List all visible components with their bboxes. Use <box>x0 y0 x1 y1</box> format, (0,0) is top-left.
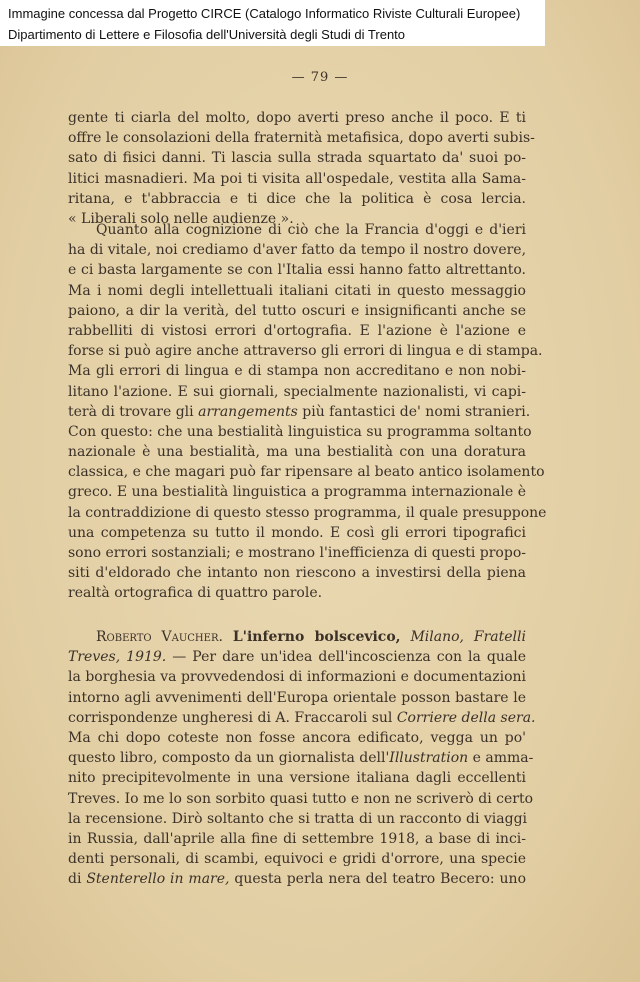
review-line: di Stenterello in mare, questa perla nera del teatro Becero: uno <box>68 871 527 888</box>
paragraph-2 <box>68 220 547 604</box>
review-line: corrispondenze ungheresi di A. Fraccaroli sul Corriere della sera. <box>68 709 536 726</box>
paragraph-2-line: e ci basta largamente se con l'Italia essi hanno fatto altrettanto. <box>68 262 526 279</box>
review-line: Treves. Io me lo son sorbito quasi tutto e non ne scriverò di certo <box>68 790 534 807</box>
paragraph-1-line: sato di fisici danni. Ti lascia sulla strada squartato da' suoi po- <box>68 150 526 167</box>
paragraph-1-line: litici masnadieri. Ma poi ti visita all'ospedale, vestita alla Sama- <box>68 170 526 187</box>
review-line: questo libro, composto da un giornalista dell'Illustration e amma- <box>68 750 534 767</box>
paragraph-2-line: Ma i nomi degli intellettuali italiani citati in questo messaggio <box>68 282 526 299</box>
review-line: la recensione. Dirò soltanto che si tratta di un racconto di viaggi <box>68 810 528 827</box>
paragraph-2-line: una competenza su tutto il mondo. E così gli errori tipografici <box>68 524 526 541</box>
paragraph-2-line: paiono, a dir la verità, del tutto oscuri e insignificanti anche se <box>68 302 526 319</box>
credit-line-2: Dipartimento di Lettere e Filosofia dell'Università degli Studi di Trento <box>8 27 406 42</box>
credit-line-1: Immagine concessa dal Progetto CIRCE (Catalogo Informatico Riviste Culturali Europee) <box>8 6 521 21</box>
review-first-line <box>68 627 526 647</box>
review-body <box>68 667 536 889</box>
paragraph-2-line: terà di trovare gli arrangements più fantastici de' nomi stranieri. <box>68 403 531 420</box>
paragraph-2-line: la contraddizione di questo stesso programma, il quale presuppone <box>68 504 547 521</box>
review-paragraph <box>68 627 536 889</box>
paragraph-2-line: Quanto alla cognizione di ciò che la Francia d'oggi e d'ieri <box>96 222 526 238</box>
paragraph-2-line: realtà ortografica di quattro parole. <box>68 585 323 602</box>
paragraph-2-line: greco. E una bestialità linguistica a programma internazionale è <box>68 484 526 501</box>
paragraph-2-line: rabbelliti di vistosi errori d'ortografia. E l'azione è l'azione e <box>68 322 526 339</box>
paragraph-1-line: gente ti ciarla del molto, dopo averti preso anche il poco. E ti <box>68 110 526 126</box>
paragraph-2-line: litano l'azione. E sui giornali, specialmente nazionalisti, vi capi- <box>68 383 526 400</box>
review-line: denti personali, di scambi, equivoci e gridi d'orrore, una specie <box>68 851 526 868</box>
italic-text: Corriere della sera. <box>396 709 536 726</box>
paragraph-1-line: ritana, e t'abbraccia e ti dice che la politica è cosa lercia. <box>68 190 526 207</box>
paragraph-2-line: sono errori sostanziali; e mostrano l'inefficienza di questi propo- <box>68 545 526 561</box>
review-line: intorno agli avvenimenti dell'Europa orientale posson bastare le <box>68 689 526 706</box>
paragraph-2-line: nazionale è una bestialità, ma una bestialità con una doratura <box>68 444 526 461</box>
review-line: Ma chi dopo coteste non fosse ancora edificato, vegga un po' <box>68 729 526 746</box>
italic-text: Stenterello in mare, <box>86 871 230 888</box>
italic-text: arrangements <box>198 403 298 420</box>
paragraph-2-line: forse si può agire anche attraverso gli errori di lingua e di stampa. <box>68 343 543 360</box>
paragraph-1 <box>68 108 535 229</box>
review-author: Roberto Vaucher. <box>96 629 223 645</box>
paragraph-2-line: classica, e che magari può far ripensare al beato antico isolamento <box>68 464 545 481</box>
paragraph-1-line: « Liberali solo nelle audienze ». <box>68 210 294 227</box>
paragraph-2-line: siti d'eldorado che intanto non riescono a investirsi della piena <box>68 565 526 582</box>
page-number: — 79 — <box>291 70 349 85</box>
credit-banner <box>0 0 545 46</box>
review-second-line-text: — Per dare un'idea dell'incoscienza con la quale <box>172 649 526 666</box>
review-publisher: Milano, Fratelli <box>410 629 526 645</box>
paragraph-2-line: ha di vitale, noi crediamo d'aver fatto da tempo il nostro dovere, <box>68 242 527 259</box>
review-line: nito precipitevolmente in una versione italiana dagli eccellenti <box>68 770 526 787</box>
paragraph-1-line: offre le consolazioni della fraternità metafisica, dopo averti subis- <box>68 130 535 147</box>
review-line: la borghesia va provvedendosi di informazioni e documentazioni <box>68 669 526 686</box>
review-publisher-year: Treves, 1919. <box>68 649 167 666</box>
paragraph-2-line: Con questo: che una bestialità linguistica su programma soltanto <box>68 423 532 440</box>
paragraph-2-line: Ma gli errori di lingua e di stampa non accreditano e non nobi- <box>68 363 526 380</box>
review-second-line <box>68 647 526 667</box>
review-line: in Russia, dall'aprile alla fine di settembre 1918, a base di inci- <box>68 830 526 847</box>
review-title: L'inferno bolscevico, <box>232 629 401 645</box>
italic-text: Illustration <box>389 750 469 767</box>
